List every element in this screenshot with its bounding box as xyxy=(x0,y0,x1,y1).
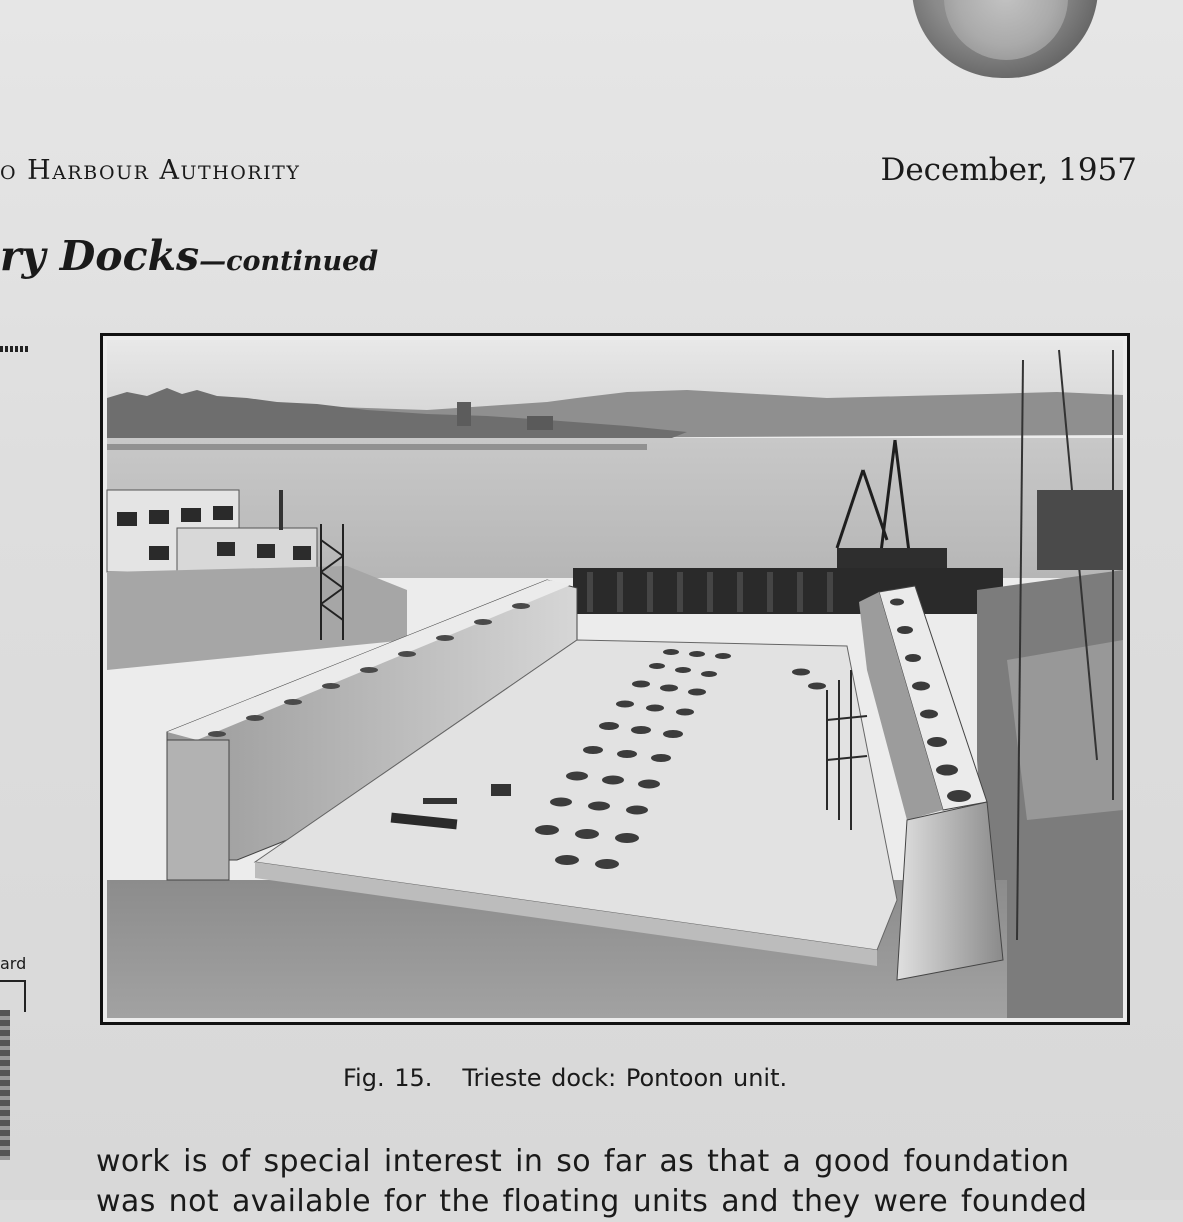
margin-bar xyxy=(0,1010,10,1160)
section-title-dash: — xyxy=(199,246,227,277)
right-wall-end xyxy=(897,802,1003,980)
dock-photograph xyxy=(107,340,1123,1018)
running-header-date: December, 1957 xyxy=(880,152,1137,188)
figure-caption xyxy=(343,1064,787,1092)
town-building xyxy=(527,416,553,430)
right-machinery xyxy=(1037,490,1123,570)
section-title xyxy=(0,232,378,280)
figure-number: Fig. 15. xyxy=(343,1064,433,1092)
body-line: work is of special interest in so far as that a good foundation xyxy=(96,1144,1070,1179)
chimney xyxy=(279,490,283,530)
town-tower xyxy=(457,402,471,426)
margin-text: ard xyxy=(0,954,27,973)
margin-ruler-ticks xyxy=(0,346,30,352)
rubble xyxy=(1007,640,1123,820)
left-wall-end xyxy=(167,740,229,880)
margin-box xyxy=(0,980,26,1012)
deck-plank xyxy=(423,798,457,804)
body-paragraph xyxy=(96,1142,1142,1222)
figure-caption-text: Trieste dock: Pontoon unit. xyxy=(462,1064,788,1092)
figure-photo-frame xyxy=(100,333,1130,1025)
far-quay xyxy=(107,444,647,450)
section-title-continued: continued xyxy=(226,246,379,277)
sheet-piling xyxy=(573,568,1003,614)
running-header-publication: o Harbour Authority xyxy=(0,155,301,186)
deck-equipment xyxy=(491,784,511,796)
body-line: was not available for the floating units and they were founded xyxy=(96,1184,1088,1219)
section-title-main: ry Docks xyxy=(0,232,200,280)
